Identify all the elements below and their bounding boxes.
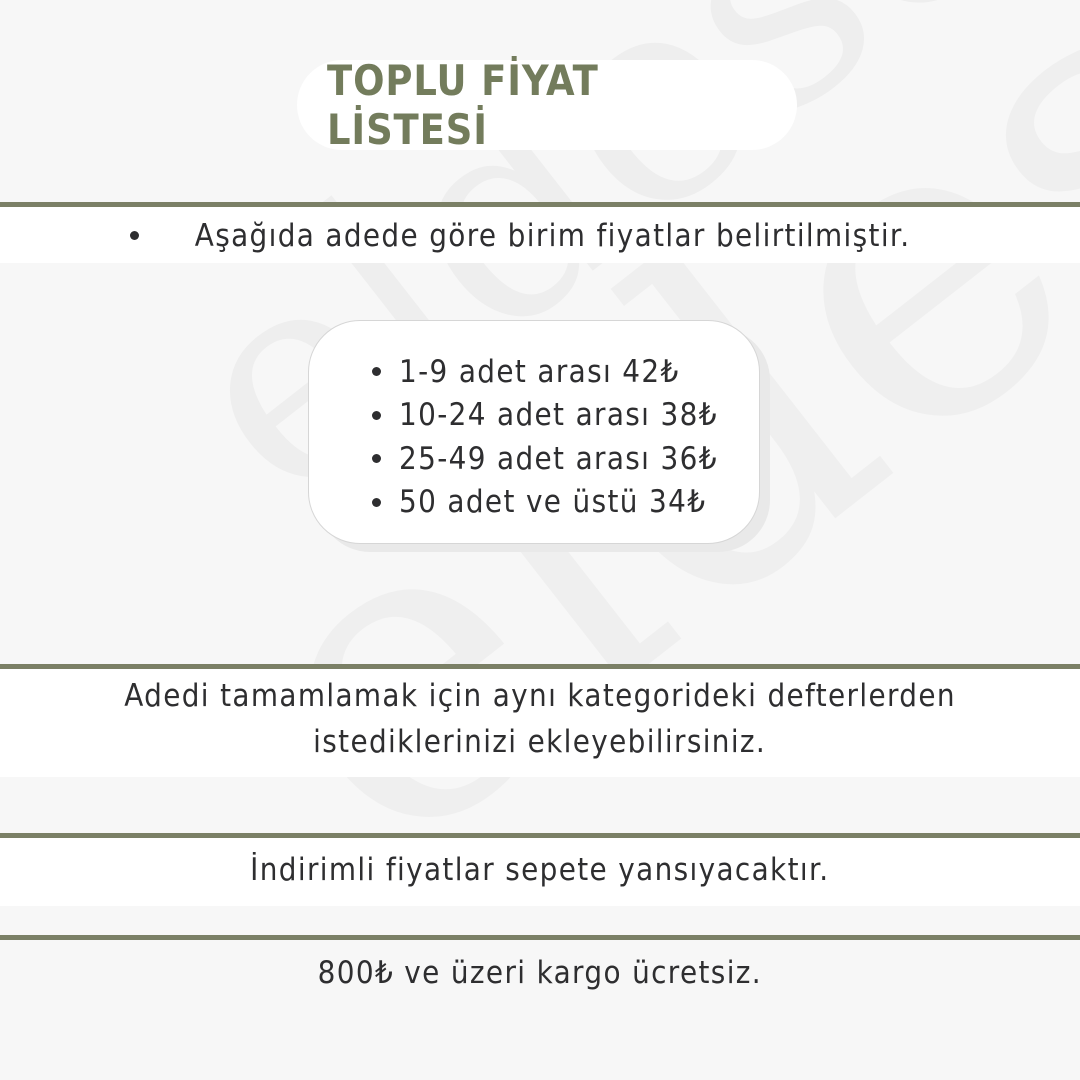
bullet-icon [130,231,139,240]
price-list [372,350,753,524]
bullet-icon [372,498,381,507]
bullet-icon [372,454,381,463]
bullet-icon [372,411,381,420]
price-tier-item: 1-9 adet arası 42₺ [372,350,753,394]
discount-note: İndirimli fiyatlar sepete yansıyacaktır. [250,852,830,888]
intro-row [0,212,1080,254]
price-tier-item: 25-49 adet arası 36₺ [372,437,753,481]
price-tier-item: 10-24 adet arası 38₺ [372,394,753,438]
category-note-line1: Adedi tamamlamak için aynı kategorideki defterlerden [124,678,956,714]
bullet-icon [372,367,381,376]
shipping-note: 800₺ ve üzeri kargo ücretsiz. [317,955,763,991]
title-banner [297,56,797,154]
price-tier-item: 50 adet ve üstü 34₺ [372,481,753,525]
page-title: TOPLU FİYAT LİSTESİ [327,56,599,154]
category-note-line2: istediklerinizi ekleyebilirsiniz. [313,724,767,760]
intro-text: Aşağıda adede göre birim fiyatlar belirtilmiştir. [194,217,911,254]
divider-line [0,935,1080,940]
